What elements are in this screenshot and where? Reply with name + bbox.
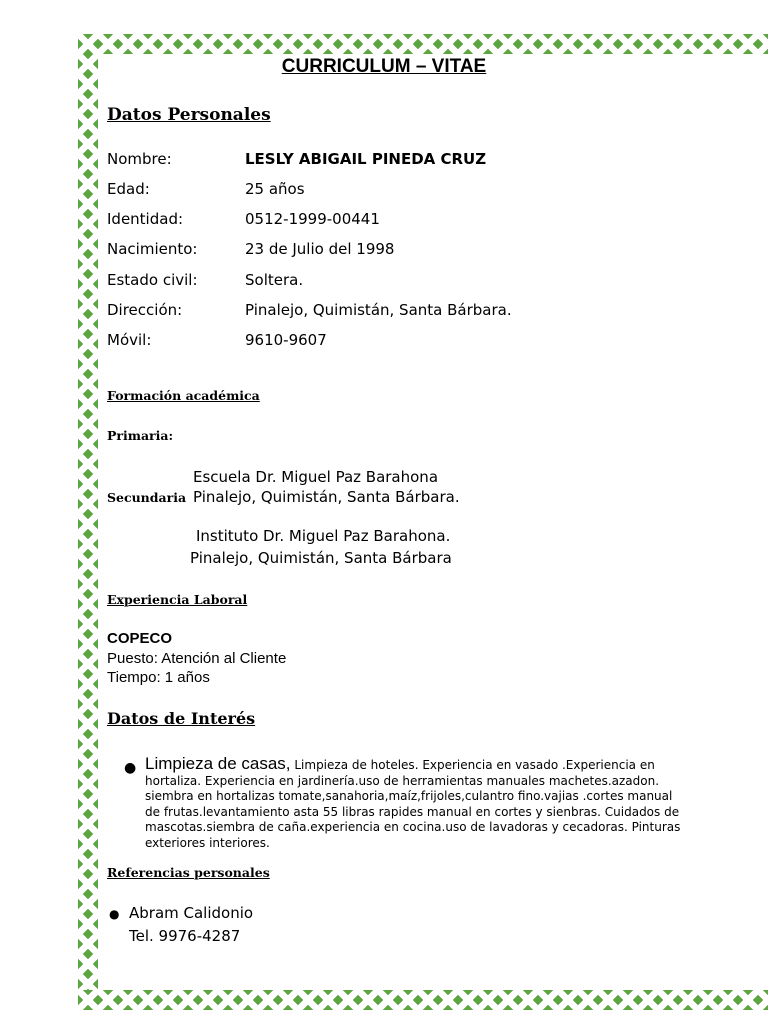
row-value: 0512-1999-00441: [245, 210, 380, 228]
experiencia-company: COPECO: [107, 630, 173, 647]
experiencia-heading: Experiencia Laboral: [107, 592, 248, 607]
row-value: LESLY ABIGAIL PINEDA CRUZ: [245, 150, 487, 168]
decorative-border-left: [78, 34, 98, 1010]
referencia-name: Abram Calidonio: [129, 904, 254, 922]
row-label: Móvil:: [107, 331, 152, 349]
bullet-icon: ●: [109, 907, 120, 921]
page-title: CURRICULUM – VITAE: [281, 56, 487, 77]
primaria-place: Pinalejo, Quimistán, Santa Bárbara.: [193, 488, 460, 506]
row-label: Nombre:: [107, 150, 172, 168]
row-label: Nacimiento:: [107, 240, 198, 258]
row-label: Identidad:: [107, 210, 184, 228]
secundaria-school: Instituto Dr. Miguel Paz Barahona.: [196, 527, 451, 545]
referencias-heading: Referencias personales: [107, 865, 270, 880]
row-label: Edad:: [107, 180, 150, 198]
secundaria-label: Secundaria: [107, 490, 187, 505]
row-label: Dirección:: [107, 301, 183, 319]
row-value: 23 de Julio del 1998: [245, 240, 395, 258]
experiencia-position: Puesto: Atención al Cliente: [107, 650, 287, 667]
formacion-heading: Formación académica: [107, 388, 260, 403]
row-value: 25 años: [245, 180, 305, 198]
interes-lead: Limpieza de casas,: [145, 754, 291, 773]
decorative-border-bottom: [78, 990, 768, 1010]
referencia-phone: Tel. 9976-4287: [129, 927, 241, 945]
row-value: Soltera.: [245, 271, 304, 289]
row-value: 9610-9607: [245, 331, 327, 349]
decorative-border-top: [78, 34, 768, 54]
interes-text: Limpieza de hoteles. Experiencia en vasado .Experiencia en hortaliza. Experiencia en jardinería.uso de herramientas manuales machetes.azadon. siembra en hortalizas tomate,sanahoria,maíz,frijoles,culantro fino.vajias .cortes manual de frutas.levantamiento asta 55 libras rapides manual en cortes y sienbras. Cuidados de mascotas.siembra de caña.experiencia en cocina.uso de lavadoras y cecadoras. Pinturas exteriores interiores.: [145, 758, 681, 850]
datos-personales-heading: Datos Personales: [107, 105, 271, 125]
interes-heading: Datos de Interés: [107, 709, 256, 728]
primaria-label: Primaria:: [107, 428, 174, 443]
row-label: Estado civil:: [107, 271, 198, 289]
interes-paragraph: [145, 756, 685, 851]
secundaria-place: Pinalejo, Quimistán, Santa Bárbara: [190, 549, 452, 567]
bullet-icon: ●: [124, 760, 137, 776]
experiencia-time: Tiempo: 1 años: [107, 669, 210, 686]
row-value: Pinalejo, Quimistán, Santa Bárbara.: [245, 301, 512, 319]
primaria-school: Escuela Dr. Miguel Paz Barahona: [193, 468, 439, 486]
